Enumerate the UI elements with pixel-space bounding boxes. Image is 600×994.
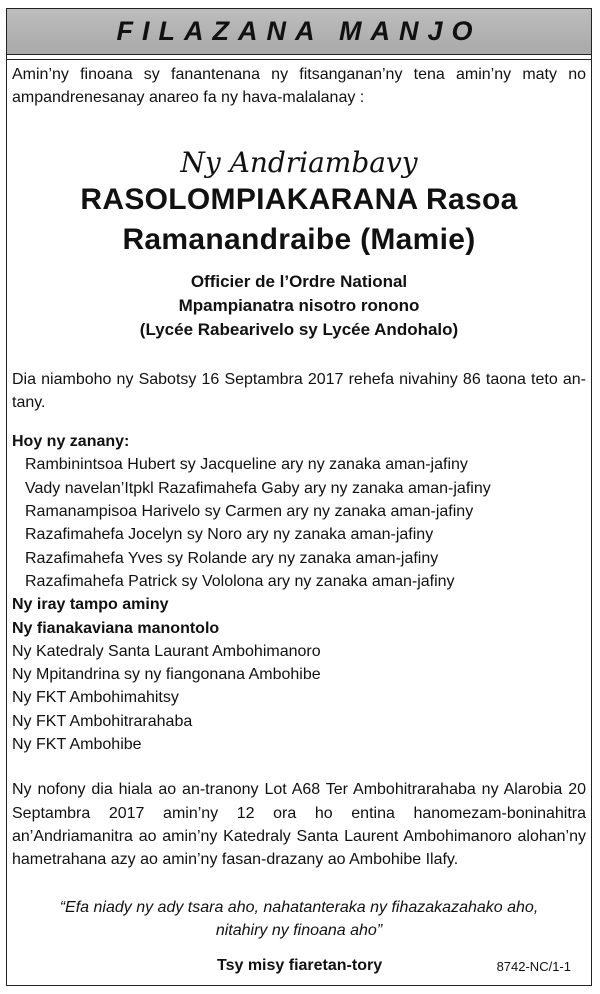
other-mourner: Ny FKT Ambohitrarahaba [12, 712, 193, 730]
child-item: Ramanampisoa Harivelo sy Carmen ary ny zanaka aman-jafiny [25, 503, 474, 521]
obituary-notice [6, 8, 592, 986]
child-item: Razafimahefa Jocelyn sy Noro ary ny zanaka aman-jafiny [25, 526, 434, 544]
death-notice: Dia niamboho ny Sabotsy 16 Septambra 2017 rehefa nivahiny 86 taona teto an-tany. [12, 370, 586, 411]
footer [7, 955, 593, 981]
scripture-quote [12, 896, 586, 943]
child-item: Razafimahefa Patrick sy Vololona ary ny zanaka aman-jafiny [25, 572, 455, 590]
other-mourner: Ny FKT Ambohimahitsy [12, 689, 179, 707]
closing-note: Tsy misy fiaretan-tory [217, 957, 383, 974]
other-mourner: Ny Mpitandrina sy ny fiangonana Ambohibe [12, 666, 321, 684]
other-mourner: Ny Katedraly Santa Laurant Ambohimanoro [12, 642, 321, 660]
deceased-block [12, 146, 586, 342]
other-mourner: Ny FKT Ambohibe [12, 736, 142, 754]
deceased-role-2: Mpampianatra nisotro ronono [178, 295, 420, 315]
intro-text: Amin’ny finoana sy fanantenana ny fitsanganan’ny tena amin’ny maty no ampandrenesanay anareo fa ny hava-malalanay : [12, 66, 586, 107]
quote-line-2: nitahiry ny finoana aho” [215, 921, 383, 939]
deceased-name-1: RASOLOMPIAKARANA Rasoa [80, 182, 518, 216]
children-heading: Hoy ny zanany: [12, 433, 130, 451]
deceased-name-2: Ramanandraibe (Mamie) [122, 222, 476, 256]
relatives-heading: Ny fianakaviana manontolo [12, 619, 220, 637]
child-item: Vady navelan’Itpkl Razafimahefa Gaby ary ny zanaka aman-jafiny [25, 479, 491, 497]
child-item: Rambinintsoa Hubert sy Jacqueline ary ny zanaka aman-jafiny [25, 456, 468, 474]
child-item: Razafimahefa Yves sy Rolande ary ny zanaka aman-jafiny [25, 549, 439, 567]
funeral-details: Ny nofony dia hiala ao an-tranony Lot A68 Ter Ambohitrarahaba ny Alarobia 20 Septambra 2017 amin’ny 12 ora ho entina hanomezam-boninahitra an’Andriamanitra ao amin’ny Katedraly Santa Laurent Ambohimanoro alohan’ny hametrahana azy ao amin’ny fasan-drazany ao Ambohibe Ilafy. [12, 781, 586, 869]
reference-code: 8742-NC/1-1 [496, 959, 571, 974]
notice-body [12, 63, 586, 942]
divider [7, 59, 591, 60]
honorific: Ny Andriambavy [180, 145, 418, 179]
header-bar [7, 9, 591, 55]
deceased-role-1: Officier de l’Ordre National [190, 271, 408, 291]
siblings-heading: Ny iray tampo aminy [12, 596, 169, 614]
quote-line-1: “Efa niady ny ady tsara aho, nahatanteraka ny fihazakazahako aho, [59, 898, 539, 916]
notice-title: FILAZANA MANJO [116, 16, 482, 46]
deceased-role-3: (Lycée Rabearivelo sy Lycée Andohalo) [139, 319, 459, 339]
